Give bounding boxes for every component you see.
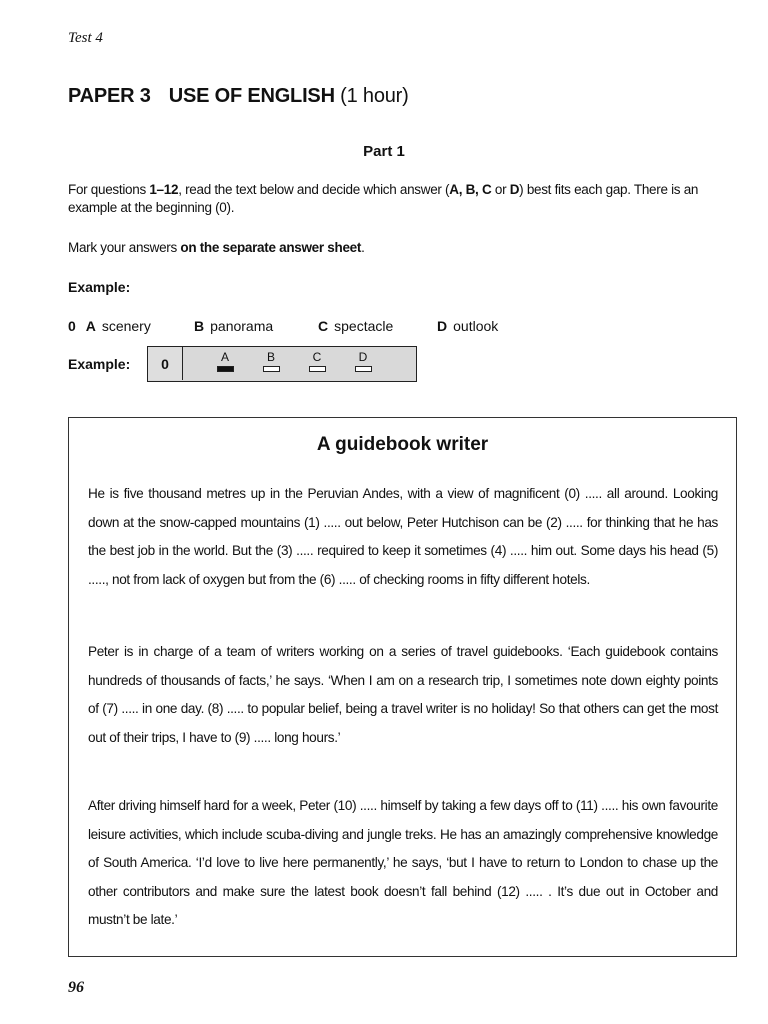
paper-subject: USE OF ENGLISH [168, 85, 335, 107]
answer-mark-b [263, 366, 280, 372]
answer-mark-c [309, 366, 326, 372]
example-answer-box [147, 346, 417, 382]
passage-paragraph-3: After driving himself hard for a week, Peter (10) ..... himself by taking a few days off to (11) ..... his own favourite leisure activities, which include scuba-diving and jungle treks. He has an amazingly comprehensive knowledge of South America. ‘I’d love to live here permanently,’ he says, ‘but I have to return to London to chase up the other contributors and make sure the latest book doesn’t fall behind (12) ..... . It’s due out in October and mustn’t be late.’ [88, 798, 718, 927]
part-heading: Part 1 [363, 143, 405, 160]
example-option-a: 0 A scenery [68, 318, 151, 334]
answer-mark-d [355, 366, 372, 372]
page-number: 96 [68, 979, 84, 996]
passage-paragraph-2: Peter is in charge of a team of writers working on a series of travel guidebooks. ‘Each guidebook contains hundreds of thousands of facts,’ he says. ‘When I am on a research trip, I sometimes note down eighty points of (7) ..... in one day. (8) ..... to popular belief, being a travel writer is no holiday! So that others can get the most out of their trips, I have to (9) ..... long hours.’ [88, 644, 718, 745]
example-option-d: D outlook [437, 318, 499, 334]
instructions-questions: For questions 1–12, read the text below and decide which answer (A, B, C or D) best fits each gap. There is an example at the beginning (0). [68, 182, 699, 215]
answer-bubble-b: B [260, 350, 282, 372]
passage-paragraph-1: He is five thousand metres up in the Peruvian Andes, with a view of magnificent (0) ..... all around. Looking down at the snow-capped mountains (1) ..... out below, Peter Hutchison can be (2) ..... for thinking that he has the best job in the world. But the (3) ..... required to keep it sometimes (4) ..... him out. Some days his head (5) ....., not from lack of oxygen but from the (6) ..... of checking rooms in fifty different hotels. [88, 486, 718, 587]
paper-title [68, 85, 409, 108]
example-option-c: C spectacle [318, 318, 394, 334]
answer-bubble-d: D [352, 350, 374, 372]
example-heading: Example: [68, 279, 131, 295]
passage-title: A guidebook writer [316, 434, 489, 455]
example-answer-number: 0 [148, 347, 183, 380]
example-option-b: B panorama [194, 318, 274, 334]
passage-box [68, 417, 737, 957]
instructions-answer-sheet: Mark your answers on the separate answer sheet. [68, 240, 365, 255]
answer-bubble-c: C [306, 350, 328, 372]
example-box-label: Example: [68, 356, 131, 372]
paper-duration: (1 hour) [340, 85, 409, 107]
answer-bubble-a: A [214, 350, 236, 372]
running-header: Test 4 [68, 30, 103, 46]
paper-number: PAPER 3 [68, 85, 151, 107]
answer-mark-a [217, 366, 234, 372]
